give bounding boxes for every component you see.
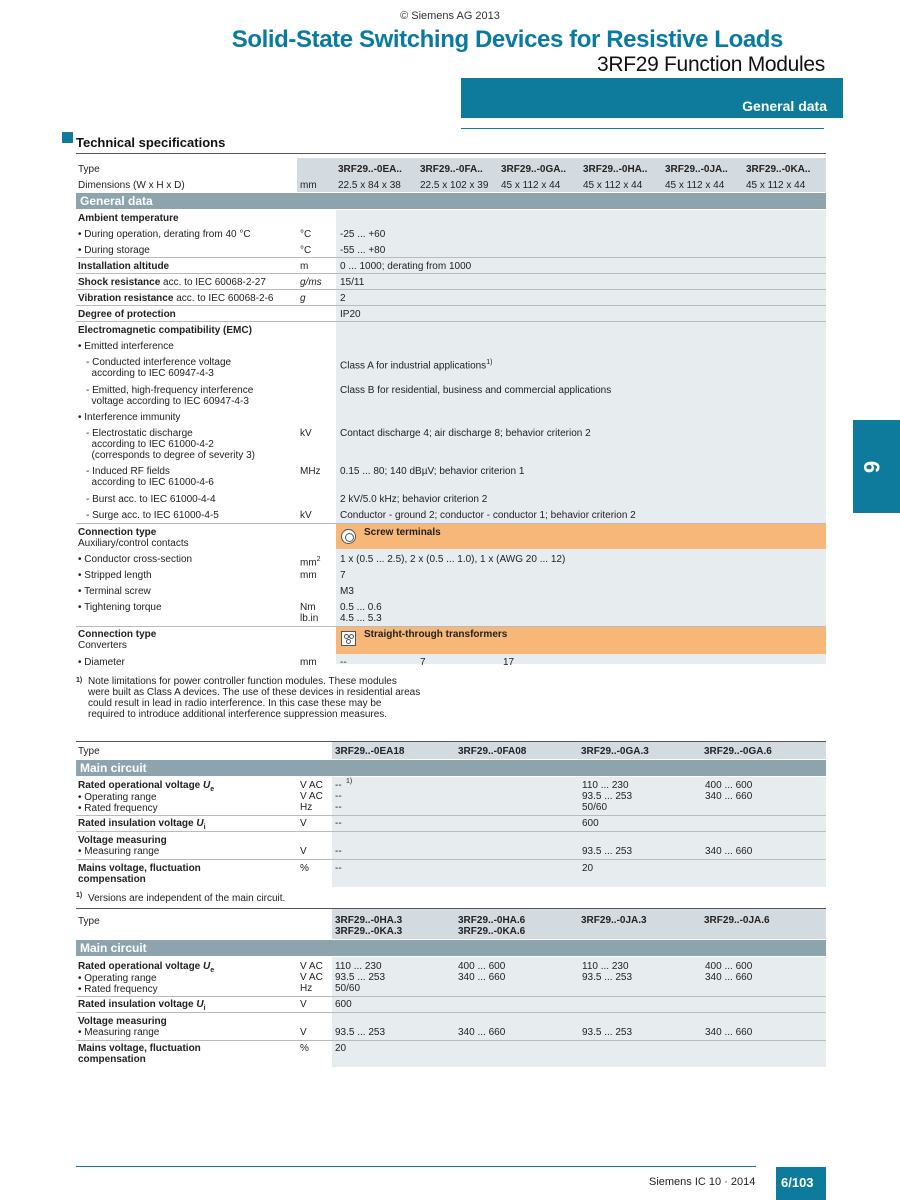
- rov-label-text: Rated operational voltage: [78, 961, 204, 972]
- chapter-tab[interactable]: [853, 420, 900, 513]
- storage-temp-value: -55 ... +80: [340, 245, 386, 256]
- ambient-heading: Ambient temperature: [78, 213, 179, 224]
- vm-label: Voltage measuring: [78, 1016, 167, 1027]
- op-temp-label: • During operation, derating from 40 °C: [78, 229, 251, 240]
- rov-subscript: e: [210, 967, 215, 974]
- mv-label: Mains voltage, fluctuation compensation: [78, 1043, 201, 1065]
- riv-subscript: i: [203, 1005, 206, 1012]
- row-divider: [76, 996, 826, 997]
- mv-col1: 20: [335, 1043, 347, 1054]
- vm-col4: 340 ... 660: [705, 846, 753, 857]
- vm-col4: 340 ... 660: [705, 1027, 753, 1038]
- vibration-unit: g: [300, 293, 306, 304]
- dims-value: 22.5 x 102 x 39: [420, 180, 489, 191]
- main-circuit-heading: Main circuit: [80, 941, 147, 955]
- rov-units: V AC V AC Hz: [300, 780, 323, 813]
- shock-label-bold: Shock resistance: [78, 277, 161, 288]
- vm-sub: • Measuring range: [78, 846, 160, 857]
- type-label: Type: [78, 746, 100, 757]
- cross-section-unit: [300, 554, 321, 568]
- row-divider: [76, 257, 826, 258]
- vm-col3: 93.5 ... 253: [582, 1027, 633, 1038]
- rov-subscript: e: [210, 786, 215, 793]
- main-circuit-bar: [76, 940, 826, 956]
- row-divider: [76, 859, 826, 860]
- rated-frequency-label: • Rated frequency: [78, 803, 158, 814]
- type-col: 3RF29..-0JA.6: [704, 915, 770, 926]
- row-divider: [76, 273, 826, 274]
- type-col: 3RF29..-0GA..: [501, 164, 567, 175]
- footer-text: Siemens IC 10 · 2014: [649, 1176, 756, 1188]
- altitude-value: 0 ... 1000; derating from 1000: [340, 261, 472, 272]
- terminal-screw-label: • Terminal screw: [78, 586, 151, 597]
- vibration-label-bold: Vibration resistance: [78, 293, 174, 304]
- stripped-length-label: • Stripped length: [78, 570, 152, 581]
- rov-col1: -- -- --: [335, 780, 342, 813]
- spec-rule: [76, 153, 826, 154]
- stripped-length-value: 7: [340, 570, 346, 581]
- riv-col1: --: [335, 818, 342, 829]
- riv-col1: 600: [335, 999, 352, 1010]
- rov-col1: 110 ... 230 93.5 ... 253 50/60: [335, 961, 386, 994]
- surge-value: Conductor - ground 2; conductor - conductor 1; behavior criterion 2: [340, 510, 636, 521]
- type-col: 3RF29..-0HA.3 3RF29..-0KA.3: [335, 915, 403, 937]
- esd-label: - Electrostatic discharge according to IEC 61000-4-2 (corresponds to degree of severity 3): [86, 428, 255, 461]
- riv-col3: 600: [582, 818, 599, 829]
- chapter-number: 6: [859, 460, 885, 474]
- rov-col4: 400 ... 600 340 ... 660: [705, 961, 753, 983]
- page-title: Solid-State Switching Devices for Resistive Loads: [231, 26, 783, 53]
- mv-label: Mains voltage, fluctuation compensation: [78, 863, 201, 885]
- section-banner: [461, 78, 843, 118]
- altitude-unit: m: [300, 261, 309, 272]
- copyright: © Siemens AG 2013: [400, 10, 500, 22]
- banner-rule: [461, 128, 824, 129]
- cross-section-label: • Conductor cross-section: [78, 554, 193, 565]
- emitted-heading: • Emitted interference: [78, 341, 174, 352]
- diameter-label: • Diameter: [78, 657, 125, 668]
- page-number-box: [776, 1167, 826, 1200]
- rov-col3: 110 ... 230 93.5 ... 253: [582, 961, 633, 983]
- footnote-ref: 1): [486, 359, 493, 366]
- conn-type-value: Screw terminals: [364, 527, 441, 538]
- dims-value: 45 x 112 x 44: [501, 180, 561, 191]
- op-temp-unit: °C: [300, 229, 312, 240]
- emitted-hf-label: - Emitted, high-frequency interference voltage according to IEC 60947-4-3: [86, 385, 254, 407]
- diameter-value: 7: [420, 657, 426, 668]
- vibration-value: 2: [340, 293, 346, 304]
- rov-label-text: Rated operational voltage: [78, 780, 204, 791]
- footnote-2: Versions are independent of the main circuit.: [88, 893, 286, 904]
- row-divider: [76, 815, 826, 816]
- vm-col1: --: [335, 846, 342, 857]
- mv-unit: %: [300, 1043, 309, 1054]
- rf-unit: MHz: [300, 466, 321, 477]
- vm-col2: 340 ... 660: [458, 1027, 506, 1038]
- rov-col2: 400 ... 600 340 ... 660: [458, 961, 506, 983]
- esd-value: Contact discharge 4; air discharge 8; behavior criterion 2: [340, 428, 591, 439]
- conducted-label: - Conducted interference voltage according to IEC 60947-4-3: [86, 357, 232, 379]
- vibration-label-rest: acc. to IEC 60068-2-6: [173, 293, 274, 304]
- vm-unit: V: [300, 846, 307, 857]
- burst-label: - Burst acc. to IEC 61000-4-4: [86, 494, 216, 505]
- dims-value: 45 x 112 x 44: [746, 180, 806, 191]
- general-data-bar: [76, 193, 826, 209]
- type-col: 3RF29..-0JA.3: [581, 915, 647, 926]
- riv-symbol: U: [196, 818, 204, 829]
- general-data-heading: General data: [80, 194, 153, 208]
- vm-unit: V: [300, 1027, 307, 1038]
- type-col: 3RF29..-0EA18: [335, 746, 405, 757]
- conducted-value-text: Class A for industrial applications: [340, 360, 487, 372]
- op-temp-value: -25 ... +60: [340, 229, 386, 240]
- storage-temp-label: • During storage: [78, 245, 150, 256]
- main-circuit-bar: [76, 760, 826, 776]
- shock-unit: g/ms: [300, 277, 322, 288]
- conducted-value: [340, 357, 492, 371]
- footnote-1: Note limitations for power controller function modules. These modules were built as Class A devices. The use of these devices in residential areas could result in lead in radio interference. In this case these may be required to introduce additional interference suppression measures.: [88, 676, 421, 720]
- diameter-value: 17: [503, 657, 515, 668]
- transformer-icon: [341, 631, 356, 646]
- riv-label-text: Rated insulation voltage: [78, 999, 197, 1010]
- riv-symbol: U: [196, 999, 204, 1010]
- shock-label: [78, 277, 266, 288]
- spec-title: Technical specifications: [76, 135, 226, 150]
- mv-col3: 20: [582, 863, 594, 874]
- rf-label: - Induced RF fields according to IEC 61000-4-6: [86, 466, 214, 488]
- dims-value: 45 x 112 x 44: [665, 180, 725, 191]
- dims-value: 22.5 x 84 x 38: [338, 180, 401, 191]
- icon-dot: [346, 639, 351, 644]
- rov-units: V AC V AC Hz: [300, 961, 323, 994]
- type-label: Type: [78, 916, 100, 927]
- conn-type-2-value: Straight-through transformers: [364, 629, 508, 640]
- type-col: 3RF29..-0KA..: [746, 164, 811, 175]
- type-col: 3RF29..-0HA..: [583, 164, 648, 175]
- conn-type-2-sub: Converters: [78, 640, 127, 651]
- riv-unit: V: [300, 818, 307, 829]
- diameter-unit: mm: [300, 657, 317, 668]
- protection-value: IP20: [340, 309, 361, 320]
- type-col: 3RF29..-0EA..: [338, 164, 402, 175]
- surge-unit: kV: [300, 510, 312, 521]
- type-col: 3RF29..-0FA08: [458, 746, 527, 757]
- shock-value: 15/11: [340, 277, 365, 288]
- unit-superscript: 2: [316, 556, 321, 563]
- main-circuit-heading: Main circuit: [80, 761, 147, 775]
- torque-unit: Nm lb.in: [300, 602, 319, 624]
- vm-sub: • Measuring range: [78, 1027, 160, 1038]
- surge-label: - Surge acc. to IEC 61000-4-5: [86, 510, 219, 521]
- vm-col1: 93.5 ... 253: [335, 1027, 386, 1038]
- vm-col3: 93.5 ... 253: [582, 846, 633, 857]
- row-divider: [76, 831, 826, 832]
- storage-temp-unit: °C: [300, 245, 312, 256]
- page-number: 6/103: [781, 1175, 814, 1190]
- icon-dot: [349, 634, 354, 639]
- footnote-marker: 1): [76, 677, 83, 684]
- type-col: 3RF29..-0GA.6: [704, 746, 772, 757]
- esd-unit: kV: [300, 428, 312, 439]
- vibration-label: [78, 293, 273, 304]
- section-label: General data: [742, 98, 827, 114]
- shock-label-rest: acc. to IEC 60068-2-27: [160, 277, 266, 288]
- row-divider: [76, 321, 826, 322]
- operating-range-label: • Operating range: [78, 973, 157, 984]
- footer-rule: [76, 1166, 756, 1167]
- dims-label: Dimensions (W x H x D): [78, 180, 185, 191]
- row-divider: [76, 1012, 826, 1013]
- type-label: Type: [78, 164, 100, 175]
- conn-type-2-label: Connection type: [78, 629, 157, 640]
- emc-heading: Electromagnetic compatibility (EMC): [78, 325, 252, 336]
- mv-unit: %: [300, 863, 309, 874]
- cross-section-unit-text: mm: [300, 557, 317, 569]
- dims-unit: mm: [300, 180, 317, 191]
- riv-subscript: i: [203, 824, 206, 831]
- mv-col1: --: [335, 863, 342, 874]
- row-divider: [76, 1040, 826, 1041]
- footnote-ref: 1): [346, 778, 353, 785]
- rov-symbol: U: [203, 961, 211, 972]
- altitude-label: Installation altitude: [78, 261, 170, 272]
- type-col: 3RF29..-0JA..: [665, 164, 728, 175]
- type-col: 3RF29..-0GA.3: [581, 746, 649, 757]
- section-marker: [62, 132, 73, 143]
- rov-col3: 110 ... 230 93.5 ... 253 50/60: [582, 780, 633, 813]
- rov-col4: 400 ... 600 340 ... 660: [705, 780, 753, 802]
- operating-range-label: • Operating range: [78, 792, 157, 803]
- vm-label: Voltage measuring: [78, 835, 167, 846]
- screw-terminal-icon: [341, 529, 356, 544]
- terminal-screw-value: M3: [340, 586, 354, 597]
- burst-value: 2 kV/5.0 kHz; behavior criterion 2: [340, 494, 488, 505]
- stripped-length-unit: mm: [300, 570, 317, 581]
- rated-frequency-label: • Rated frequency: [78, 984, 158, 995]
- diameter-value: --: [340, 657, 347, 668]
- row-divider: [76, 289, 826, 290]
- dims-value: 45 x 112 x 44: [583, 180, 643, 191]
- immunity-heading: • Interference immunity: [78, 412, 181, 423]
- conn-type-label: Connection type: [78, 527, 157, 538]
- riv-label-text: Rated insulation voltage: [78, 818, 197, 829]
- riv-unit: V: [300, 999, 307, 1010]
- torque-value: 0.5 ... 0.6 4.5 ... 5.3: [340, 602, 382, 624]
- conn-type-sub: Auxiliary/control contacts: [78, 538, 189, 549]
- protection-label: Degree of protection: [78, 309, 176, 320]
- emitted-hf-value: Class B for residential, business and commercial applications: [340, 385, 612, 396]
- footnote-marker: 1): [76, 892, 83, 899]
- cross-section-value: 1 x (0.5 ... 2.5), 2 x (0.5 ... 1.0), 1 x (AWG 20 ... 12): [340, 554, 566, 565]
- type-col: 3RF29..-0FA..: [420, 164, 483, 175]
- rf-value: 0.15 ... 80; 140 dBµV; behavior criterion 1: [340, 466, 525, 477]
- torque-label: • Tightening torque: [78, 602, 162, 613]
- rov-symbol: U: [203, 780, 211, 791]
- page-subtitle: 3RF29 Function Modules: [596, 53, 825, 76]
- row-divider: [76, 305, 826, 306]
- type-col: 3RF29..-0HA.6 3RF29..-0KA.6: [458, 915, 526, 937]
